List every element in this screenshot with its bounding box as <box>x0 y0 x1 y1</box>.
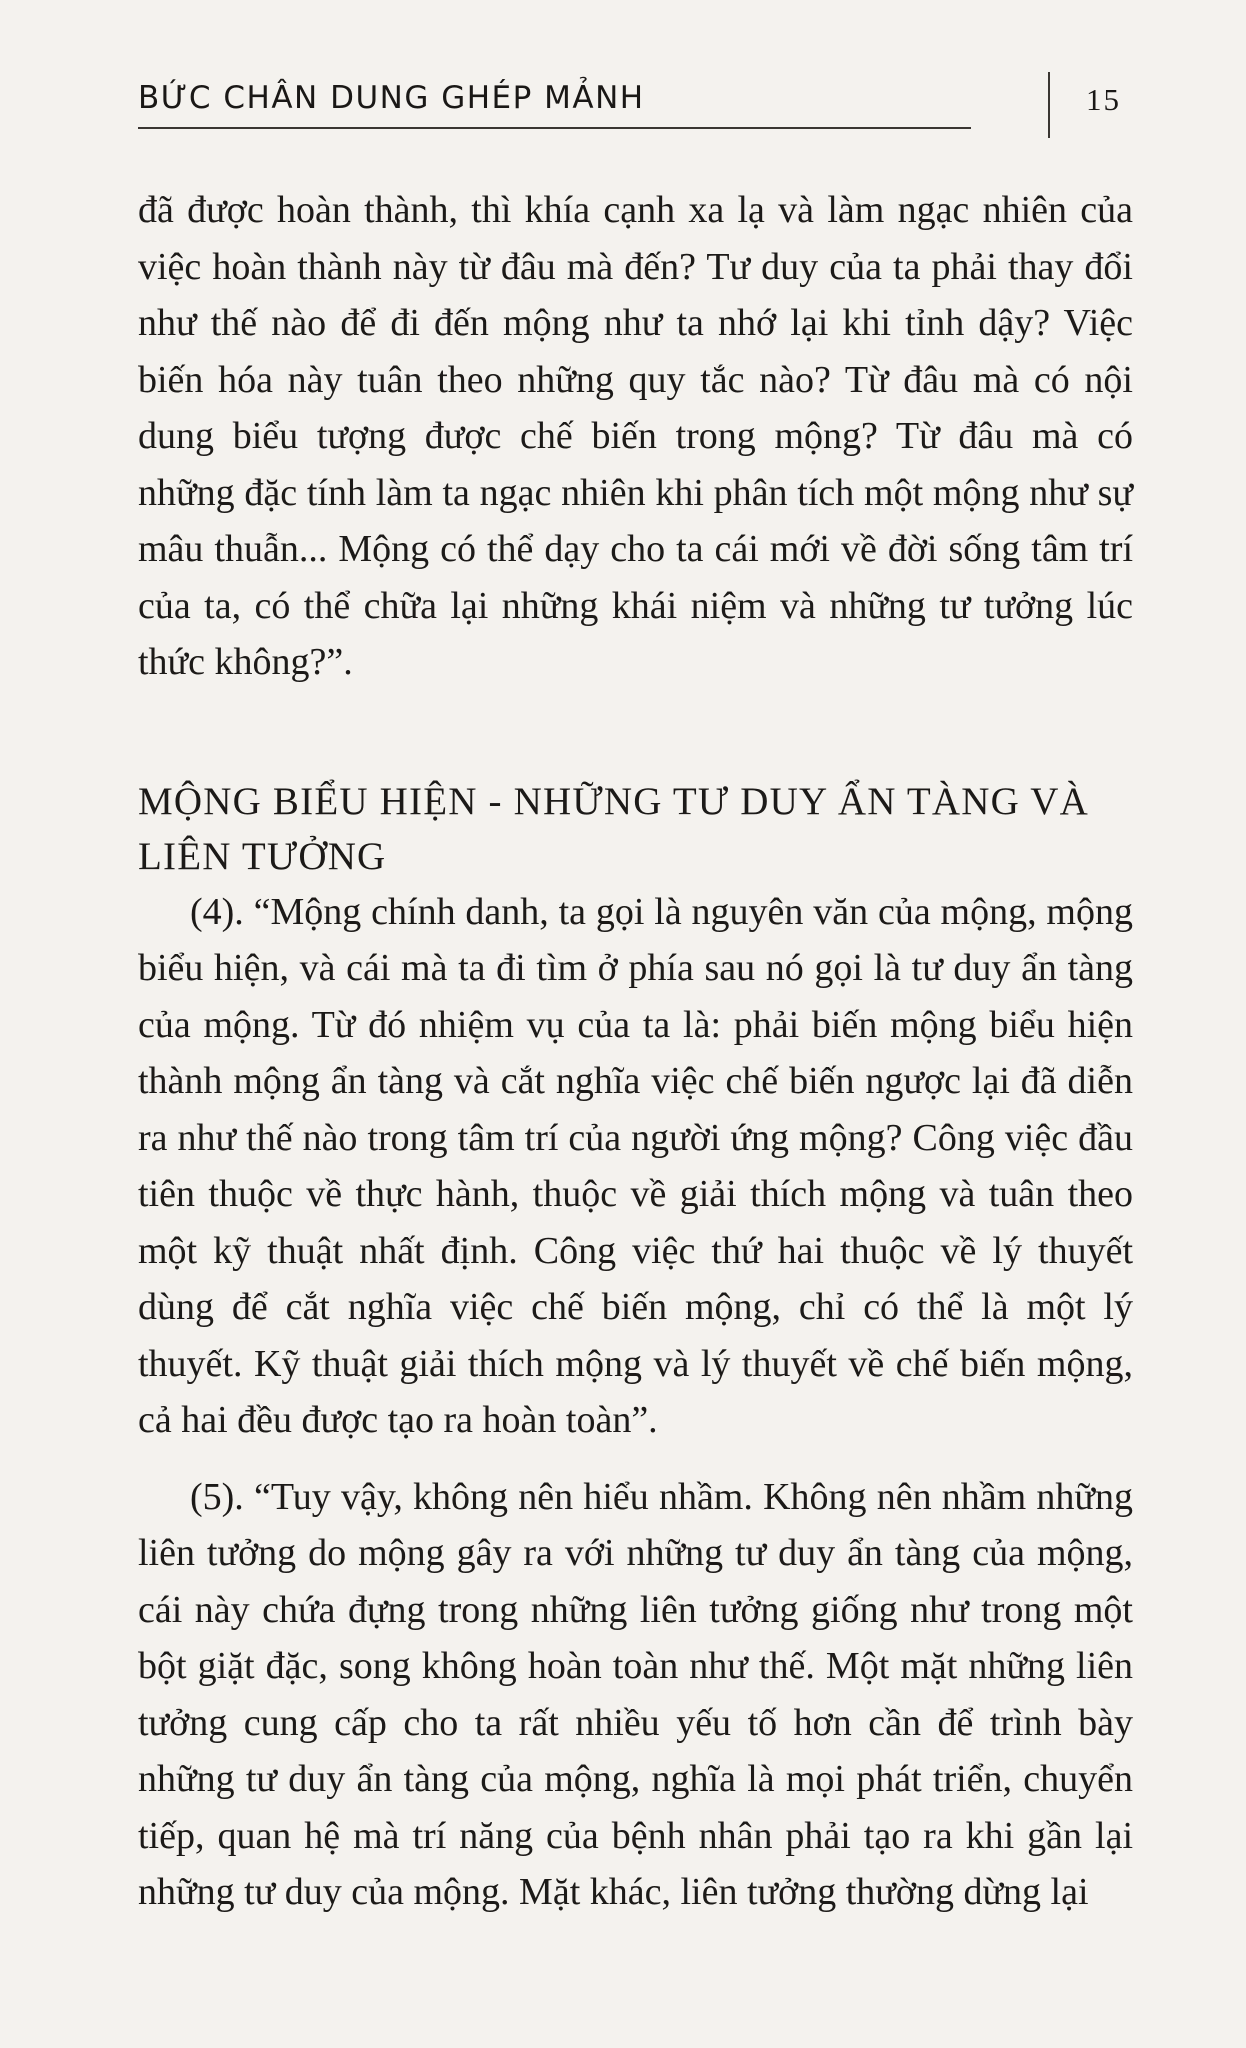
page-content <box>138 182 1133 1921</box>
header-divider <box>1048 72 1050 138</box>
paragraph-continued: đã được hoàn thành, thì khía cạnh xa lạ và làm ngạc nhiên của việc hoàn thành này từ đâu mà đến? Tư duy của ta phải thay đổi như thế nào để đi đến mộng như ta nhớ lại khi tỉnh dậy? Việc biến hóa này tuân theo những quy tắc nào? Từ đâu mà có nội dung biểu tượng được chế biến trong mộng? Từ đâu mà có những đặc tính làm ta ngạc nhiên khi phân tích một mộng như sự mâu thuẫn... Mộng có thể dạy cho ta cái mới về đời sống tâm trí của ta, có thể chữa lại những khái niệm và những tư tưởng lúc thức không?”. <box>138 189 1133 683</box>
section-heading: MỘNG BIỂU HIỆN - NHỮNG TƯ DUY ẨN TÀNG VÀ LIÊN TƯỞNG <box>138 779 1089 878</box>
paragraph-5: (5). “Tuy vậy, không nên hiểu nhầm. Không nên nhầm những liên tưởng do mộng gây ra với những tư duy ẩn tàng của mộng, cái này chứa đựng trong những liên tưởng giống như trong một bột giặt đặc, song không hoàn toàn như thế. Một mặt những liên tưởng cung cấp cho ta rất nhiều yếu tố hơn cần để trình bày những tư duy ẩn tàng của mộng, nghĩa là mọi phát triển, chuyển tiếp, quan hệ mà trí năng của bệnh nhân phải tạo ra khi gần lại những tư duy của mộng. Mặt khác, liên tưởng thường dừng lại <box>138 1475 1133 1913</box>
page-number: 15 <box>1086 82 1121 117</box>
running-header <box>138 78 973 138</box>
running-title: BỨC CHÂN DUNG GHÉP MẢNH <box>138 80 645 116</box>
paragraph-4: (4). “Mộng chính danh, ta gọi là nguyên văn của mộng, mộng biểu hiện, và cái mà ta đi tìm ở phía sau nó gọi là tư duy ẩn tàng của mộng. Từ đó nhiệm vụ của ta là: phải biến mộng biểu hiện thành mộng ẩn tàng và cắt nghĩa việc chế biến ngược lại đã diễn ra như thế nào trong tâm trí của người ứng mộng? Công việc đầu tiên thuộc về thực hành, thuộc về giải thích mộng và tuân theo một kỹ thuật nhất định. Công việc thứ hai thuộc về lý thuyết dùng để cắt nghĩa việc chế biến mộng, chỉ có thể là một lý thuyết. Kỹ thuật giải thích mộng và lý thuyết về chế biến mộng, cả hai đều được tạo ra hoàn toàn”. <box>138 890 1133 1441</box>
header-rule <box>138 127 971 129</box>
